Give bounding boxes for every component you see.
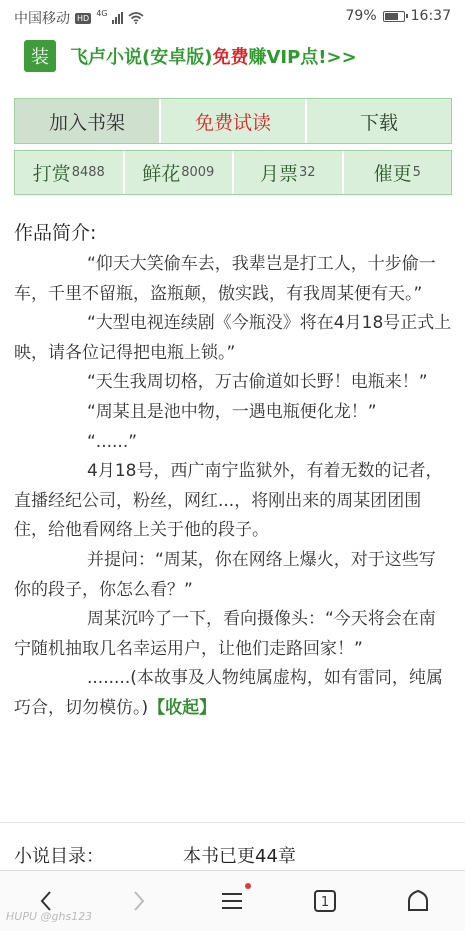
battery-percent: 79% <box>345 8 377 24</box>
battery-icon <box>383 11 405 22</box>
intro-paragraph: “......” <box>87 431 138 452</box>
intro-heading: 作品简介: <box>14 222 97 244</box>
chapter-count: 本书已更44章 <box>183 846 296 867</box>
free-trial-button[interactable]: 免费试读 <box>161 99 307 143</box>
support-buttons <box>14 150 452 195</box>
tabs-count: 1 <box>320 895 330 910</box>
download-button[interactable]: 下载 <box>307 99 451 143</box>
action-buttons <box>14 98 452 144</box>
intro-paragraph: 周某沉吟了一下，看向摄像头：“今天将会在南宁随机抽取几名幸运用户，让他们走路回家！” <box>14 609 436 659</box>
clock: 16:37 <box>410 8 451 24</box>
intro-paragraph: “天生我周切格，万古偷道如长野！电瓶来！” <box>87 372 428 393</box>
intro-text <box>14 250 452 724</box>
flowers-label: 鲜花 <box>142 163 181 185</box>
menu-icon[interactable] <box>214 883 250 919</box>
intro-paragraph: “仰天大笑偷车去，我辈岂是打工人，十步偷一车，千里不留瓶，盗瓶颠，傲实践，有我周某便有天。” <box>14 254 436 304</box>
intro-disclaimer: ........(本故事及人物纯属虚构，如有雷同，纯属巧合，切勿模仿。) <box>14 668 443 718</box>
signal-icon <box>112 12 123 24</box>
flowers-button[interactable] <box>125 151 235 194</box>
banner-text <box>70 43 357 69</box>
collapse-link[interactable]: 【收起】 <box>148 697 217 718</box>
add-to-shelf-button[interactable]: 加入书架 <box>15 99 161 143</box>
tip-count: 8488 <box>71 165 105 180</box>
banner-text-tail: 赚VIP点!>> <box>248 47 357 68</box>
wifi-icon <box>128 12 144 24</box>
urge-update-count: 5 <box>412 165 421 180</box>
intro-paragraph: 4月18号，西广南宁监狱外，有着无数的记者，直播经纪公司，粉丝，网红...，将刚出来的周某团团围住，给他看网络上关于他的段子。 <box>14 461 443 541</box>
monthly-ticket-label: 月票 <box>259 163 298 185</box>
monthly-ticket-count: 32 <box>298 165 316 180</box>
banner-text-green: 飞卢小说(安卓版) <box>70 47 213 68</box>
tip-label: 打赏 <box>32 163 71 185</box>
flowers-count: 8009 <box>181 165 215 180</box>
status-bar <box>0 0 465 34</box>
urge-update-button[interactable] <box>344 151 452 194</box>
monthly-ticket-button[interactable] <box>234 151 344 194</box>
section-divider <box>0 822 465 823</box>
install-icon: 装 <box>24 40 56 72</box>
watermark: HUPU @ghs123 <box>6 910 93 923</box>
network-type: 4G <box>96 8 108 18</box>
home-icon[interactable] <box>400 883 436 919</box>
app-download-banner[interactable] <box>15 34 455 78</box>
hd-badge: HD <box>77 13 90 23</box>
intro-paragraph: “大型电视连续剧《今瓶没》将在4月18号正式上映，请各位记得把电瓶上锁。” <box>14 313 452 363</box>
intro-paragraph: “周某且是池中物，一遇电瓶便化龙！” <box>87 401 377 422</box>
catalog-label[interactable]: 小说目录： <box>14 846 104 867</box>
intro-paragraph-last <box>14 664 452 723</box>
tip-button[interactable] <box>15 151 125 194</box>
notification-dot <box>245 883 251 889</box>
forward-arrow-icon[interactable] <box>121 883 157 919</box>
intro-paragraph: 并提问：“周某，你在网络上爆火，对于这些写你的段子，你怎么看？” <box>14 549 436 600</box>
carrier-label: 中国移动 <box>14 11 70 27</box>
banner-text-red: 免费 <box>212 47 249 68</box>
urge-update-label: 催更 <box>373 163 412 185</box>
tabs-icon[interactable] <box>307 883 343 919</box>
